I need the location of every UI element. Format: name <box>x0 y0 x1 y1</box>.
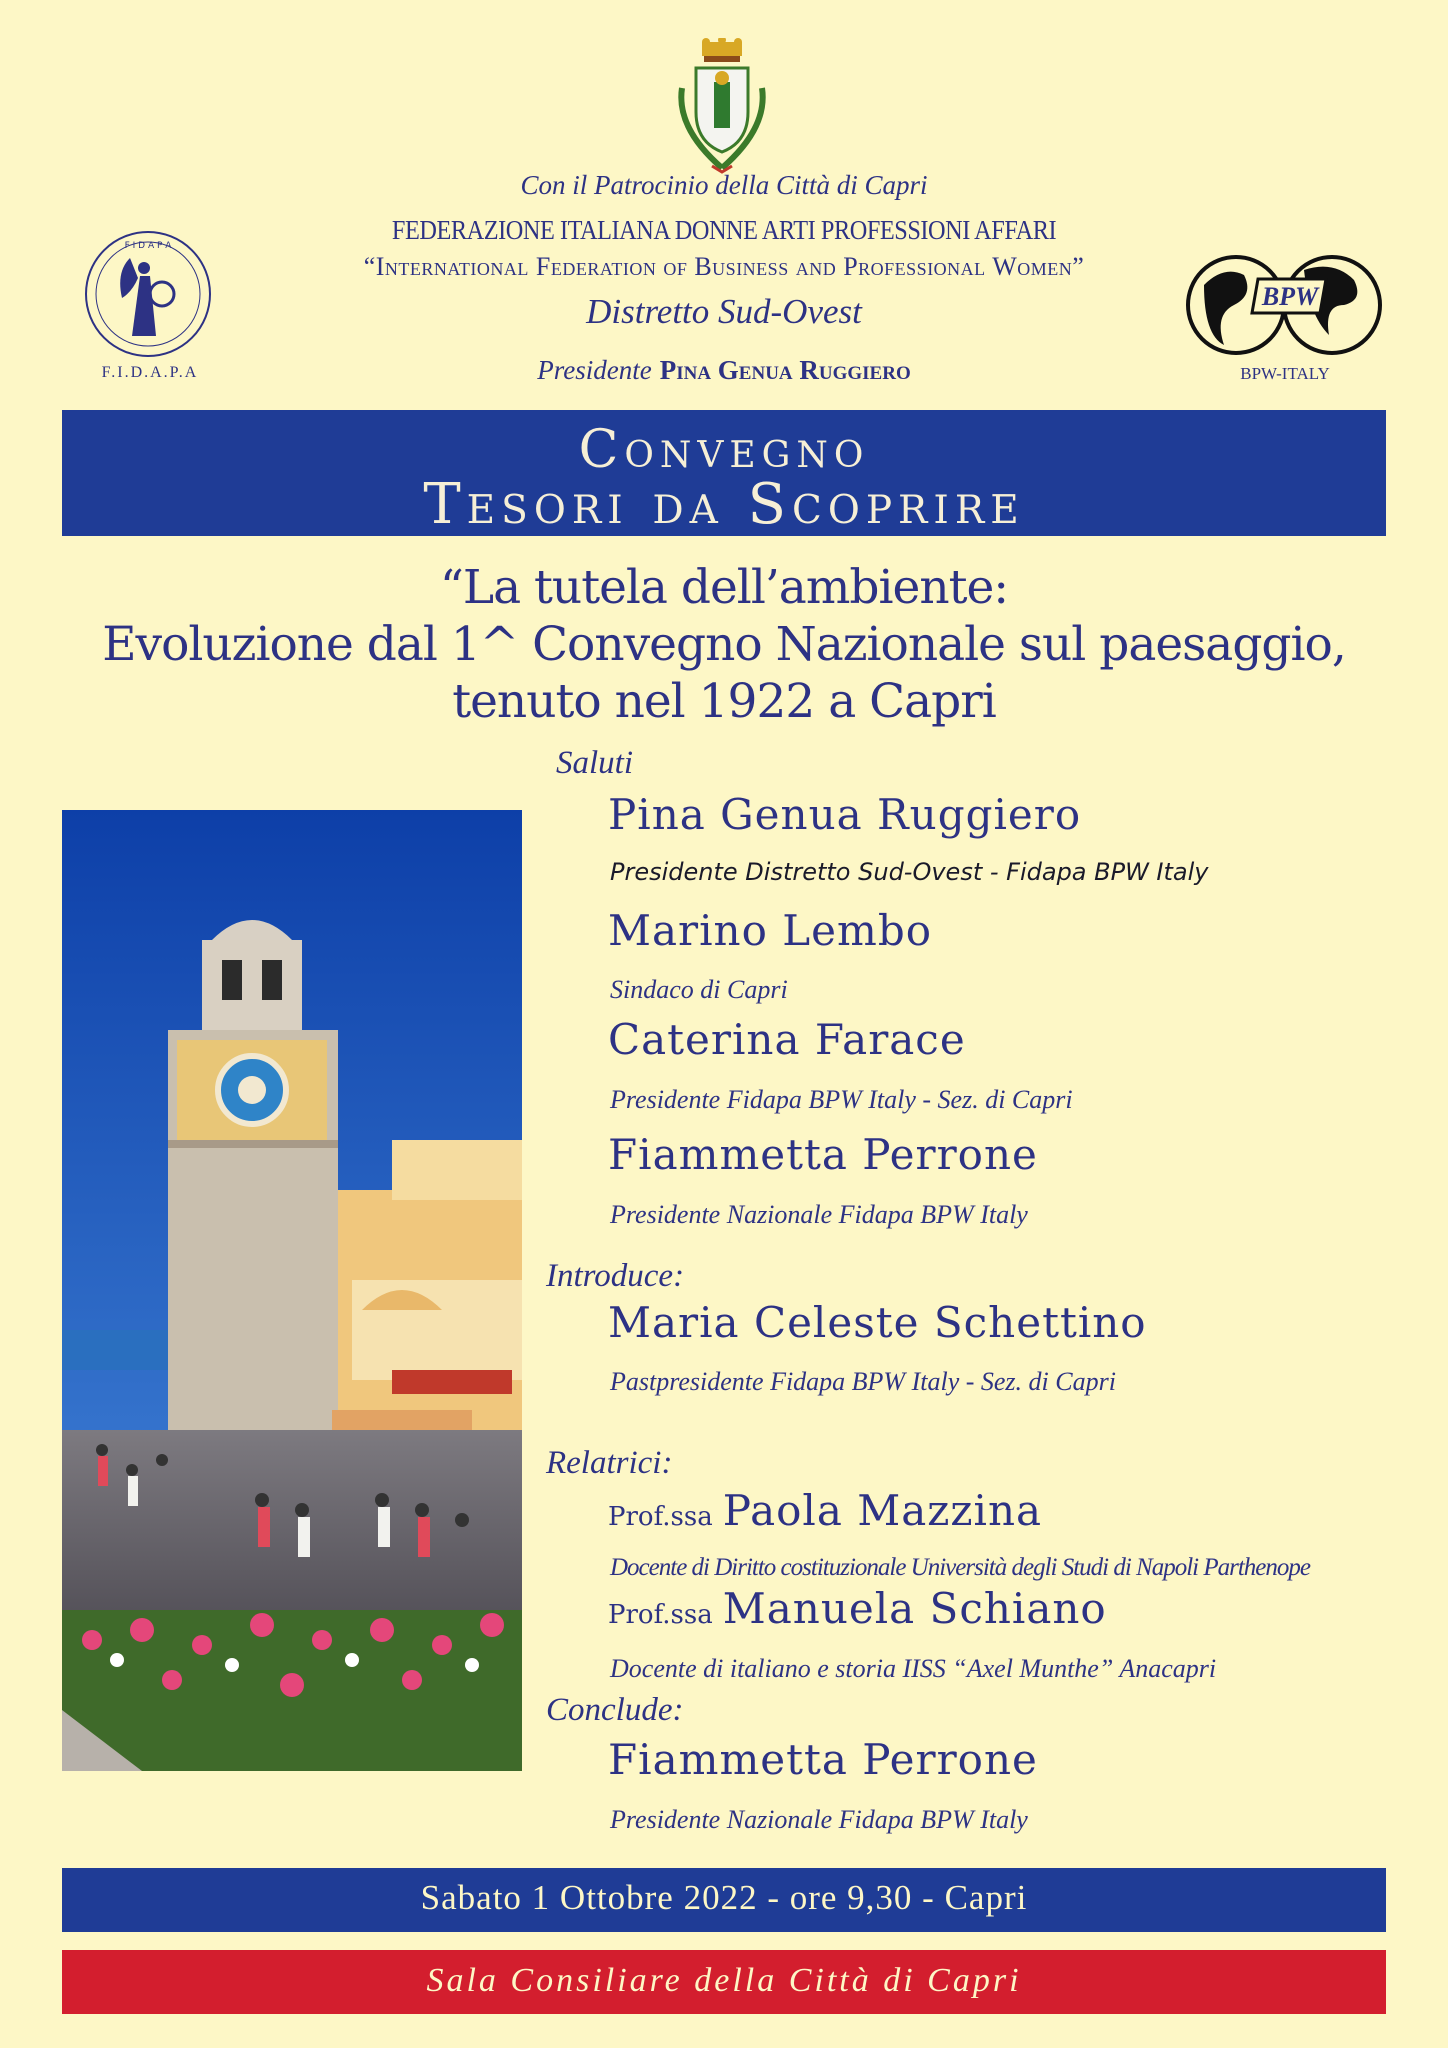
academic-title: Prof.ssa <box>608 1600 713 1630</box>
title-line-1: Convegno <box>578 420 870 480</box>
capri-clocktower-photo <box>62 810 522 1771</box>
subtitle-line-1: “La tutela dell’ambiente: <box>439 560 1009 615</box>
speaker-name: Manuela Schiano <box>722 1584 1107 1633</box>
speaker-role: Presidente Nazionale Fidapa BPW Italy <box>610 1805 1028 1834</box>
speaker-role: Pastpresidente Fidapa BPW Italy - Sez. di Capri <box>610 1367 1116 1396</box>
bpw-globe-logo <box>1184 245 1384 365</box>
federation-name: FEDERAZIONE ITALIANA DONNE ARTI PROFESSIONI AFFARI <box>391 215 1057 245</box>
relatrice-entry <box>608 1486 1042 1535</box>
conclude-heading: Conclude: <box>546 1692 684 1728</box>
bpw-label: BPW-ITALY <box>1240 364 1330 383</box>
relatrici-heading: Relatrici: <box>546 1445 673 1481</box>
speaker-name: Marino Lembo <box>608 906 932 955</box>
title-line-2: Tesori da Scoprire <box>423 472 1025 537</box>
fidapa-label: F.I.D.A.P.A <box>101 364 199 381</box>
speaker-role: Presidente Nazionale Fidapa BPW Italy <box>610 1200 1028 1229</box>
speaker-role: Sindaco di Capri <box>610 975 788 1004</box>
speaker-role: Docente di Diritto costituzionale Università degli Studi di Napoli Parthenope <box>610 1554 1311 1581</box>
venue-band <box>62 1950 1386 2014</box>
introduce-heading: Introduce: <box>546 1258 685 1294</box>
president-label: Presidente <box>537 355 652 385</box>
speaker-role: Presidente Distretto Sud-Ovest - Fidapa BPW Italy <box>610 858 1209 886</box>
academic-title: Prof.ssa <box>608 1502 713 1532</box>
speaker-name: Maria Celeste Schettino <box>608 1298 1147 1347</box>
fidapa-angel-logo <box>82 228 214 360</box>
speaker-name: Pina Genua Ruggiero <box>608 790 1082 839</box>
saluti-heading: Saluti <box>556 745 634 781</box>
president-name: Pina Genua Ruggiero <box>659 355 911 385</box>
speaker-role: Docente di italiano e storia IISS “Axel Munthe” Anacapri <box>610 1654 1217 1683</box>
patronage-text: Con il Patrocinio della Città di Capri <box>520 170 928 200</box>
speaker-name: Paola Mazzina <box>722 1486 1043 1535</box>
subtitle-line-3: tenuto nel 1922 a Capri <box>452 674 996 729</box>
subtitle-line-2: Evoluzione dal 1^ Convegno Nazionale sul paesaggio, <box>102 617 1346 672</box>
title-band <box>62 410 1386 536</box>
event-date: Sabato 1 Ottobre 2022 - ore 9,30 - Capri <box>420 1878 1028 1917</box>
event-venue: Sala Consiliare della Città di Capri <box>426 1962 1022 1999</box>
bpw-logo-text: BPW <box>1261 282 1319 311</box>
svg-text:F I D A P A: F I D A P A <box>124 241 172 251</box>
relatrice-entry <box>608 1584 1107 1633</box>
district-name: Distretto Sud-Ovest <box>586 292 862 331</box>
speaker-role: Presidente Fidapa BPW Italy - Sez. di Capri <box>610 1085 1073 1114</box>
capri-crest-icon <box>672 38 772 178</box>
international-federation-name: “International Federation of Business and Professional Women” <box>363 252 1085 281</box>
date-band <box>62 1868 1386 1932</box>
speaker-name: Fiammetta Perrone <box>608 1130 1038 1179</box>
speaker-name: Caterina Farace <box>608 1015 966 1064</box>
speaker-name: Fiammetta Perrone <box>608 1735 1038 1784</box>
